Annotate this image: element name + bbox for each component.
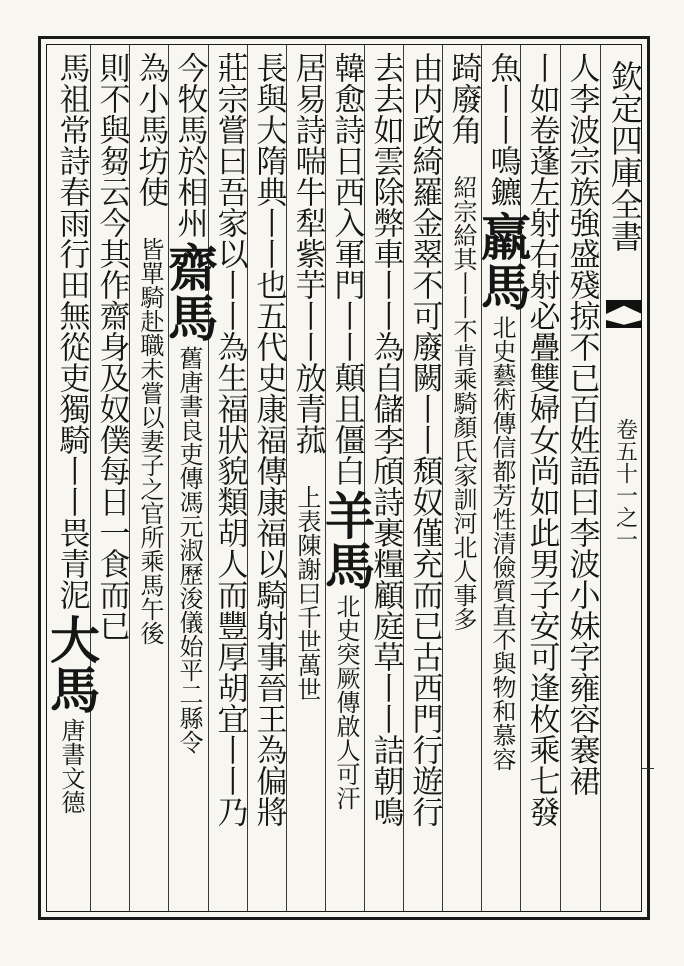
book-title: 欽定四庫全書: [605, 60, 644, 252]
text-column-5: 由内政綺羅金翠不可廢闕丨丨頹奴僅充而已古西門行遊行: [406, 52, 443, 827]
text-column-12: 為小馬坊使 皆單騎赴職未嘗以妻子之官所乘馬午後: [132, 52, 169, 645]
text-column-13: 則不與芻云今其作 齋身及奴僕每日一食而已: [93, 52, 130, 641]
heading-da-ma: 大馬: [42, 614, 101, 714]
juan-number: 卷五十一之一: [612, 418, 638, 550]
text-column-3: 魚丨丨鳴鑣 羸馬 北史藝術傳信都芳性清儉質直不與物和慕容: [473, 52, 532, 771]
heading-lei-ma: 羸馬: [473, 211, 532, 311]
text-column-4: 踦廢角 紹宗給其丨丨不肯乘騎顏氏家訓河北人事多: [445, 52, 482, 631]
text-column-7: 韓愈詩日西入軍門丨丨顛且僵白 羊馬 北史突厥傳啟人可汗: [317, 52, 376, 810]
text-column-9: 長與大隋典丨丨也五代史康福傳康福以騎射事晉王為偏將: [250, 52, 287, 827]
text-column-14: 馬祖常詩春雨行田無從吏獨騎丨丨畏青泥 大馬 唐書文德: [42, 52, 101, 814]
text-column-1: 人李波宗族強盛殘掠不已百姓語曰李波小妹字雍容褰裙: [563, 52, 600, 796]
heading-zhai-ma: 齋馬: [160, 242, 219, 342]
column-rule: [90, 45, 91, 911]
text-column-11: 今牧馬於相州 齋馬 舊唐書良吏傳馮元淑歷浚儀始平二縣令: [160, 52, 219, 754]
text-column-8: 居易詩喘牛犁紫芋丨丨放青菰 上表陳謝曰千世萬世: [289, 52, 326, 701]
margin-tick: [642, 768, 654, 769]
column-rule: [208, 45, 209, 911]
column-rule: [560, 45, 561, 911]
text-column-6: 去去如雲除弊車丨丨為自儲李頎詩裹糧顧庭草丨丨詰朝鳴: [367, 52, 404, 827]
text-column-2: 丨如卷蓬左射右射必疊雙婦女尚如此男子安可逢枚乘七發: [523, 52, 560, 827]
column-rule: [600, 45, 601, 911]
heading-yang-ma: 羊馬: [317, 490, 376, 590]
text-column-10: 莊宗嘗曰吾家以丨丨為生福狀貌類胡人而豐厚胡宜丨丨乃: [211, 52, 248, 827]
